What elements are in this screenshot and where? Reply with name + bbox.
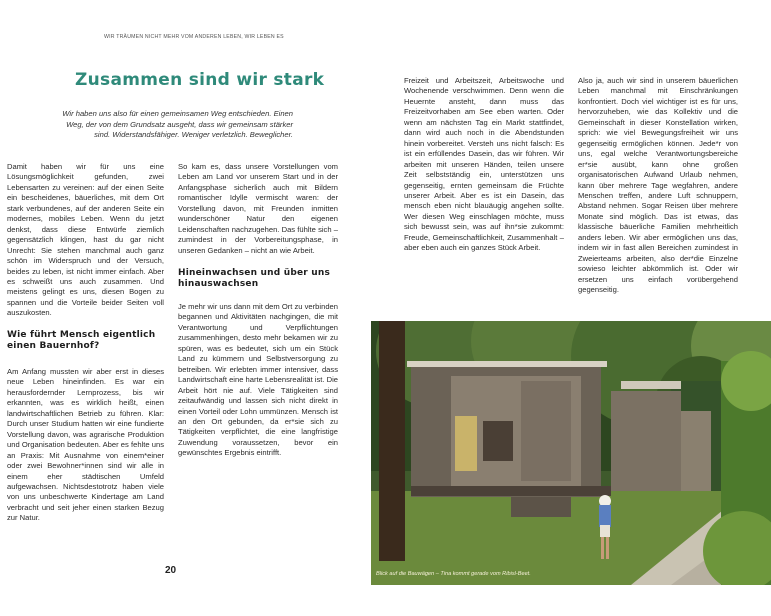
photo-caption: Blick auf die Bauwägen – Tina kommt gerade vom Ribisl-Beet.: [376, 571, 531, 577]
page-title: Zusammen sind wir stark: [75, 70, 325, 90]
running-head: WIR TRÄUMEN NICHT MEHR VOM ANDEREN LEBEN, WIR LEBEN ES: [104, 34, 284, 40]
section-heading-2: Hineinwachsen und über uns hinauswachsen: [178, 268, 331, 289]
page-number: 20: [165, 565, 177, 576]
section-heading-1: Wie führt Mensch eigentlich einen Bauernhof?: [7, 330, 156, 351]
column-1-paragraph-2: Am Anfang mussten wir aber erst in dieses neue Leben hineinfinden. Es war ein herausfordernder Lernprozess, bis wir erkannten, was es wirklich heißt, einen landwirtschaftlichen Betrieb zu führen. Klar: Durch unser Studium hatten wir eine fundierte Vorstellung davon, was agrarische Produktion und Organisation bedeuten. Aber es fehlte uns an Praxis: Mit Ausnahme von einem*einer oder zwei Bewohner*innen sind wir alle in einem eher städtischen Umfeld aufgewachsen. Nichtsdestotrotz haben viele von uns unbeschwerte Kindertage am Land verbracht und seit jeher einen starken Bezug zur Natur.: [7, 367, 164, 523]
intro-text: Wir haben uns also für einen gemeinsamen Weg entschieden. Einen Weg, der von dem Grundsatz ausgeht, dass wir gemeinsam stärker sind. Widerstandsfähiger. Weniger verletzlich. Beweglicher.: [62, 109, 293, 139]
column-2-paragraph-2: Je mehr wir uns dann mit dem Ort zu verbinden begannen und Aktivitäten nachgingen, die mit Verantwortung und Verpflichtungen zusammenhingen, desto mehr bekamen wir zu spüren, was es bedeutet, sich um ein Stück Land zu kümmern und Selbstversorgung zu betreiben. Wir erlebten immer intensiver, dass Landwirtschaft eine harte Lebensrealität ist. Die Arbeit hört nie auf. Viele Tätigkeiten sind zeitaufwändig und lassen sich nicht direkt in einen Vorteil oder Lohn ummünzen. Mensch ist an den Ort gebunden, da er*sie sich zu Tätigkeiten verpflichtet, die eine langfristige Zuwendung voraussetzen, bevor ein gewünschtes Ergebnis eintrifft.: [178, 302, 338, 458]
column-3-paragraph: Freizeit und Arbeitszeit, Arbeitswoche und Wochenende verschwimmen. Denn wenn die Heuernte ansteht, dann muss das Freizeitvorhaben am See eben warten. Oder wenn am nächsten Tag ein Markt stattfindet, dann wird auch noch in die Abendstunden hinein vorbereitet. Versteh uns nicht falsch: Es ist ein erfüllendes Dasein, das wir führen. Wir arbeiten mit unseren Händen, teilen unsere Zeit selbstständig ein, unterstützen uns gegenseitig, ernten gemeinsam die Früchte unserer Arbeit. Aber es ist ein Dasein, das mensch eben nicht blauäugig angehen sollte. Wer diesen Weg einschlagen möchte, muss sich bewusst sein, was auf ihn*sie zukommt: Freude, Gemeinschaftlichkeit, Zusammenhalt – aber eben auch ein ganzes Stück Arbeit.: [404, 76, 564, 253]
photo-trailers: [371, 321, 771, 585]
column-2-paragraph: So kam es, dass unsere Vorstellungen vom Leben am Land vor unserem Start und in der Anfangsphase sicherlich auch mit Bildern romantischer Idylle vermischt waren: der Vorstellung davon, mit Freunden inmitten wunderschöner Natur den eigenen Leidenschaften nachzugehen. Das fühlte sich – zumindest in der Vorbereitungsphase, in unseren Gedanken – nicht an wie Arbeit.: [178, 162, 338, 255]
column-4-paragraph: Also ja, auch wir sind in unserem bäuerlichen Leben manchmal mit Einschränkungen konfrontiert. Doch viel wichtiger ist es für uns, hervorzuheben, wie das Kollektiv und die Gemeinschaft in dieser Konstellation wirken, sprich: wie viel Bewegungsfreiheit wir uns gegenseitig ermöglichen können. Jede*r von uns, egal welche Verantwortungsbereiche er*sie ausübt, kann ohne großen organisatorischen Aufwand Urlaub nehmen, kann über mehrere Tage wegfahren, andere Menschen treffen, andere Luft schnuppern, Abstand nehmen. Sogar Reisen über mehrere Monate sind möglich. Das ist etwas, das klassische bäuerliche Familien mehrheitlich anders leben. Wir aber ermöglichen uns das, indem wir in fast allen Bereichen zumindest in Zweierteams arbeiten, also der*die Einzelne sowieso leichter abkömmlich ist. Oder wir ersetzen uns einfach vorübergehend gegenseitig.: [578, 76, 738, 295]
column-1-paragraph: Damit haben wir für uns eine Lösungsmöglichkeit gefunden, zwei Lebensarten zu vereinen: auf der einen Seite ein bescheidenes, bäuerliches, mit dem Ort stark verbundenes, auf der anderen Seite ein modernes, mobiles Leben. Wenn du jetzt denkst, dass diese Entwürfe ziemlich gegensätzlich klingen, hast du gar nicht Unrecht: Sie stehen manchmal auch ganz schön im Widerspruch und der Versuch, beides zu leben, ist nicht immer einfach. Aber es schweißt uns auch zusammen. Und meistens gelingt es uns, diesen Bogen zu spannen und die Vorteile beider Seiten voll auszukosten.: [7, 162, 164, 318]
